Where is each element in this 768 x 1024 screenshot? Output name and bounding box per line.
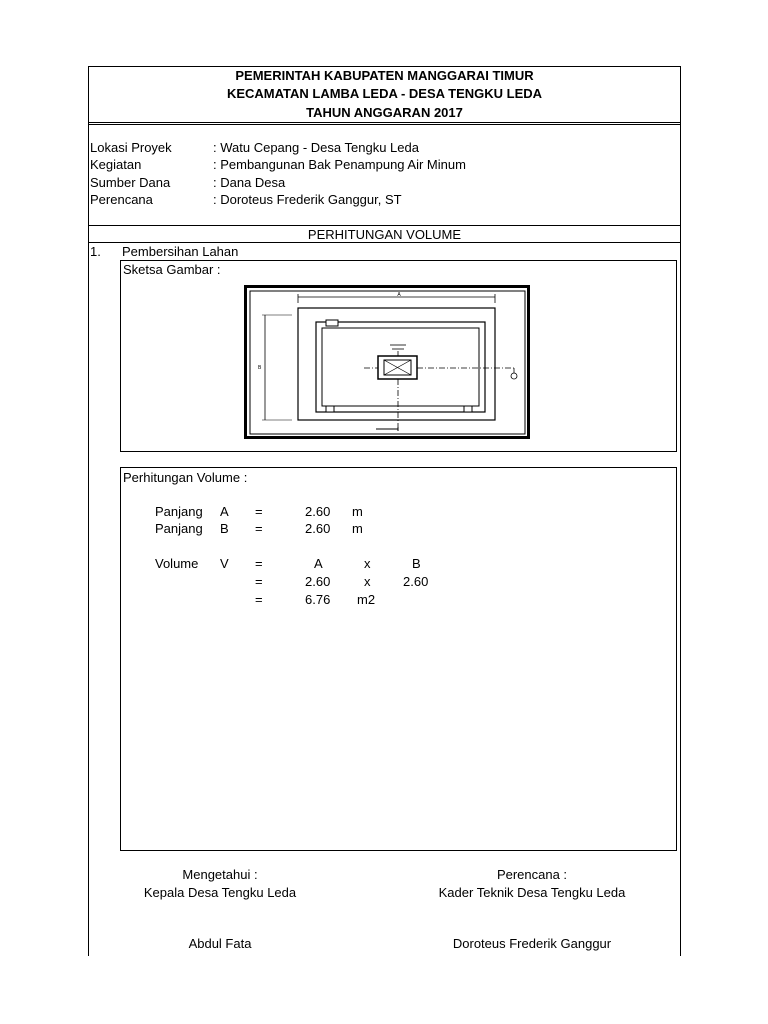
info-value-sumber-dana: : Dana Desa (213, 175, 286, 190)
item-number: 1. (90, 244, 101, 259)
section-title: PERHITUNGAN VOLUME (307, 227, 462, 242)
item-title: Pembersihan Lahan (122, 244, 239, 259)
signature-left-title: Mengetahui : (182, 867, 258, 882)
header-line-2: KECAMATAN LAMBA LEDA - DESA TENGKU LEDA (226, 86, 543, 101)
header-line-3: TAHUN ANGGARAN 2017 (306, 105, 463, 120)
calc-row-a-eq: = (255, 504, 263, 519)
calc-volume-op: x (364, 556, 371, 571)
info-value-perencana: : Doroteus Frederik Ganggur, ST (213, 192, 402, 207)
calc-volume-name: Volume (155, 556, 199, 571)
signature-left-name: Abdul Fata (188, 936, 252, 951)
info-label-lokasi: Lokasi Proyek (90, 140, 172, 155)
site-sketch-drawing (244, 285, 531, 440)
calc-volume-eq: = (255, 556, 263, 571)
signature-right-name: Doroteus Frederik Ganggur (452, 936, 612, 951)
svg-text:A: A (397, 292, 401, 298)
frame-left-border (88, 66, 89, 956)
calc-volume-sym: V (220, 556, 229, 571)
calc-result-unit: m2 (357, 592, 376, 607)
calc-row-b-sym: B (220, 521, 229, 536)
calc-row-b-val: 2.60 (305, 521, 331, 536)
calc-volume-a: A (314, 556, 323, 571)
header-divider-double (88, 124, 681, 125)
frame-top-border (88, 66, 681, 67)
header-line-1: PEMERINTAH KABUPATEN MANGGARAI TIMUR (235, 68, 534, 83)
sketch-label: Sketsa Gambar : (123, 262, 221, 277)
calc-row-b-name: Panjang (155, 521, 203, 536)
signature-left-role: Kepala Desa Tengku Leda (143, 885, 297, 900)
calc-values-b: 2.60 (403, 574, 429, 589)
calc-volume-b: B (412, 556, 421, 571)
header-divider (88, 122, 681, 123)
calculation-box (120, 467, 677, 851)
calc-values-eq: = (255, 574, 263, 589)
frame-right-border (680, 66, 681, 956)
calc-values-op: x (364, 574, 371, 589)
section-title-divider (88, 242, 681, 243)
svg-text:B: B (258, 365, 262, 371)
calc-row-b-unit: m (352, 521, 363, 536)
calc-row-a-name: Panjang (155, 504, 203, 519)
calc-row-a-unit: m (352, 504, 363, 519)
info-label-perencana: Perencana (90, 192, 153, 207)
calc-row-a-sym: A (220, 504, 229, 519)
info-divider (88, 225, 681, 226)
info-label-sumber-dana: Sumber Dana (90, 175, 171, 190)
signature-right-title: Perencana : (496, 867, 568, 882)
signature-right-role: Kader Teknik Desa Tengku Leda (438, 885, 626, 900)
calc-row-b-eq: = (255, 521, 263, 536)
calc-row-a-val: 2.60 (305, 504, 331, 519)
calc-result-eq: = (255, 592, 263, 607)
calc-result-val: 6.76 (305, 592, 331, 607)
info-label-kegiatan: Kegiatan (90, 157, 142, 172)
info-value-kegiatan: : Pembangunan Bak Penampung Air Minum (213, 157, 466, 172)
calc-label: Perhitungan Volume : (123, 470, 248, 485)
calc-values-a: 2.60 (305, 574, 331, 589)
info-value-lokasi: : Watu Cepang - Desa Tengku Leda (213, 140, 419, 155)
